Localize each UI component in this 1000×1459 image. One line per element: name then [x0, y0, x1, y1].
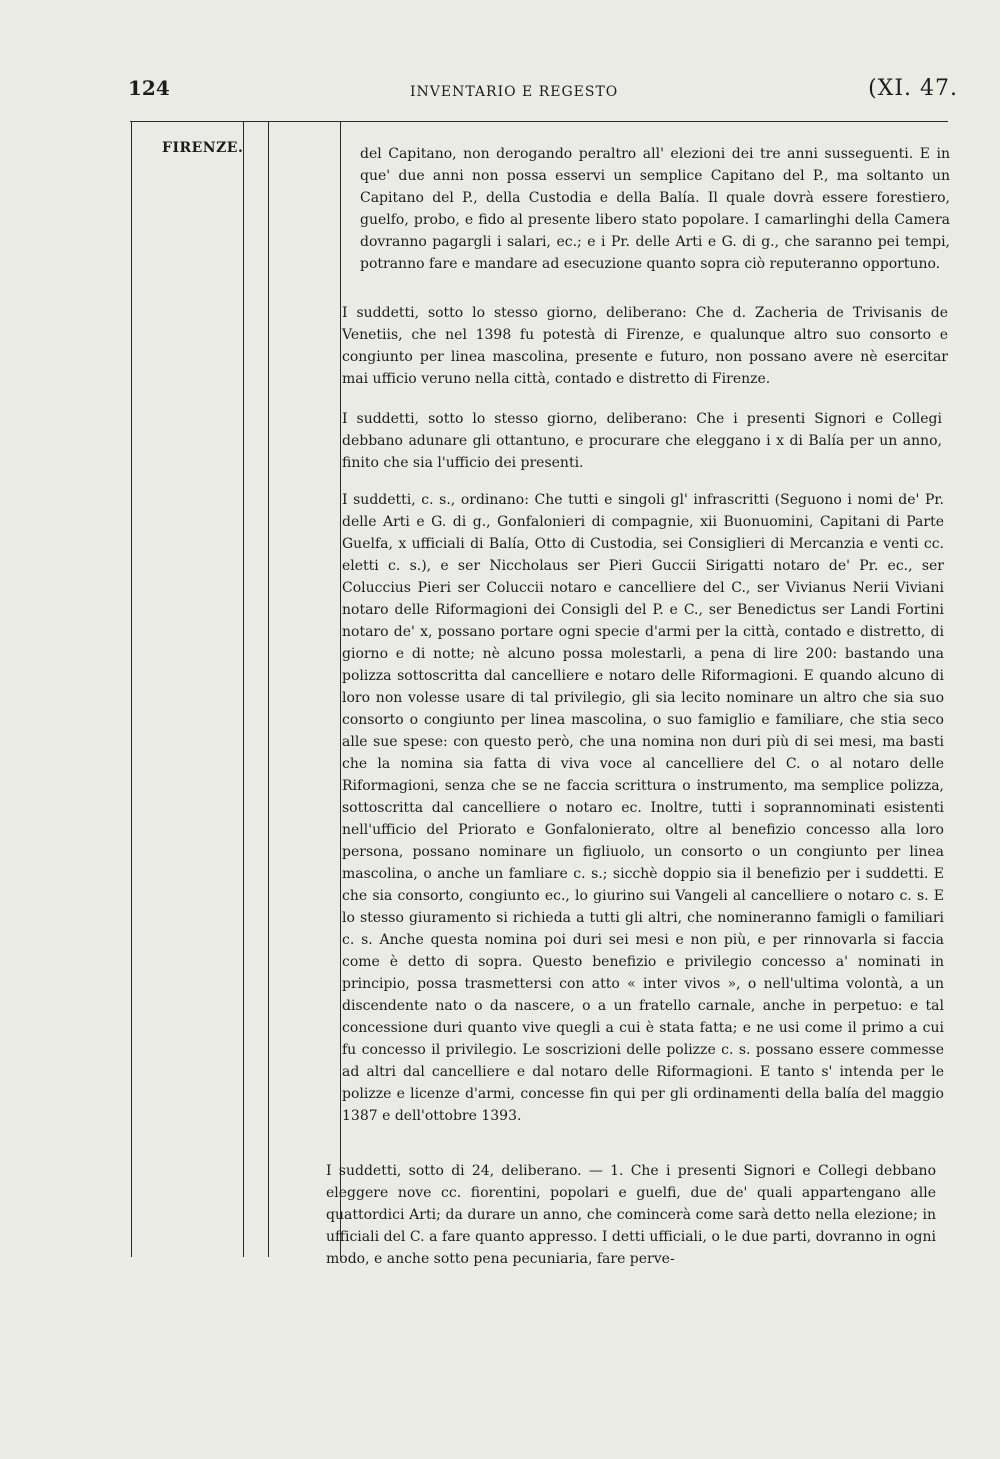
entry-paragraph: del Capitano, non derogando peraltro all' elezioni dei tre anni susseguenti. E in que' due anni non possa esservi un semplice Capitano del P., ma soltanto un Capitano del P., della Custodia e della Balía. Il quale dovrà essere forestiero, guelfo, probo, e fido al presente libero stato popolare. I camarlinghi della Camera dovranno pagargli i salari, ec.; e i Pr. delle Arti e G. di g., che saranno pei tempi, potranno fare e mandare ad esecuzione quanto sopra ciò reputeranno opportuno.	[360, 146, 950, 272]
entry-paragraph: I suddetti, c. s., ordinano: Che tutti e singoli gl' infrascritti (Seguono i nomi de' Pr. delle Arti e G. di g., Gonfalonieri di compagnie, xii Buonuomini, Capitani di Parte Guelfa, x ufficiali di Balía, Otto di Custodia, sei Consiglieri di Mercanzia e venti cc. eletti c. s.), e ser Niccholaus ser Pieri Guccii Sirigatti notaro de' Pr. ec., ser Coluccius Pieri ser Coluccii notaro e cancelliere del C., ser Vivianus Nerii Viviani notaro delle Riformagioni dei Consigli del P. e C., ser Benedictus ser Landi Fortini notaro de' x, possano portare ogni specie d'armi per la città, contado e distretto, di giorno e di notte; nè alcuno possa molestarli, a pena di lire 200: bastando una polizza sottoscritta dal cancelliere e notaro delle Riformagioni. E quando alcuno di loro non volesse usare di tal privilegio, gli sia lecito nominare un altro che sia suo consorto o congiunto per linea mascolina, o suo famiglio e familiare, che stia seco alle sue spese: con questo però, che una nomina non duri più di sei mesi, ma basti che la nomina sia fatta di viva voce al cancelliere del C. o al notaro delle Riformagioni, senza che se ne faccia scrittura o instrumento, ma semplice polizza, sottoscritta dal cancelliere o notaro ec. Inoltre, tutti i soprannominati esistenti nell'ufficio del Priorato e Gonfalonierato, oltre al benefizio concesso alla loro persona, possano nominare un figliuolo, un consorto o un congiunto per linea mascolina, o anche un famliare c. s.; sicchè doppio sia il benefizio per i suddetti. E che sia consorto, congiunto ec., lo giurino sui Vangeli al cancelliere o notaro c. s. E lo stesso giuramento si richieda a tutti gli altri, che nomineranno famigli o familiari c. s. Anche questa nomina poi duri sei mesi e non più, e per rinnovarla si faccia come è detto di sopra. Questo benefizio e privilegio concesso a' nominati in principio, possa trasmettersi con atto « inter vivos », o nell'ultima volontà, a un discendente nato o da nascere, o a un fratello carnale, anche in perpetuo: e tal concessione duri quanto vive quegli a cui è stata fatta; e ne usi come il primo a cui fu concesso il privilegio. Le soscrizioni delle polizze c. s. possano essere commesse ad altri dal cancelliere e dal notaro delle Riformagioni. E tanto s' intenda per le polizze e licenze d'armi, concesse fin qui per gli ordinamenti della balía del maggio 1387 e dell'ottobre 1393.	[342, 492, 944, 1124]
section-reference: (XI. 47.	[868, 76, 958, 101]
table-top-rule	[130, 121, 948, 122]
column-rule	[340, 121, 341, 1257]
entry-paragraph: I suddetti, sotto lo stesso giorno, deliberano: Che i presenti Signori e Collegi debbano adunare gli ottantuno, e procurare che eleggano i x di Balía per un anno, finito che sia l'ufficio dei presenti.	[342, 411, 942, 471]
page-header	[128, 74, 958, 110]
entry-paragraph: I suddetti, sotto lo stesso giorno, deliberano: Che d. Zacheria de Trivisanis de Venetiis, che nel 1398 fu potestà di Firenze, e qualunque altro suo consorto e congiunto per linea mascolina, presente e futuro, non possano avere nè esercitar mai ufficio veruno nella città, contado e distretto di Firenze.	[342, 305, 948, 387]
running-title: INVENTARIO E REGESTO	[410, 84, 619, 100]
column-rule	[268, 121, 269, 1257]
page-number: 124	[128, 76, 170, 100]
column-rule	[131, 121, 132, 1257]
margin-place-label: FIRENZE.	[162, 140, 244, 156]
entry-paragraph: I suddetti, sotto di 24, deliberano. — 1. Che i presenti Signori e Collegi debbano eleggere nove cc. fiorentini, popolari e guelfi, due de' quali appartengano alle quattordici Arti; da durare un anno, che comincerà come sarà detto nella elezione; in ufficiali del C. a fare quanto appresso. I detti ufficiali, o le due parti, dovranno in ogni modo, e anche sotto pena pecuniaria, fare perve-	[326, 1163, 936, 1267]
column-rule	[243, 121, 244, 1257]
